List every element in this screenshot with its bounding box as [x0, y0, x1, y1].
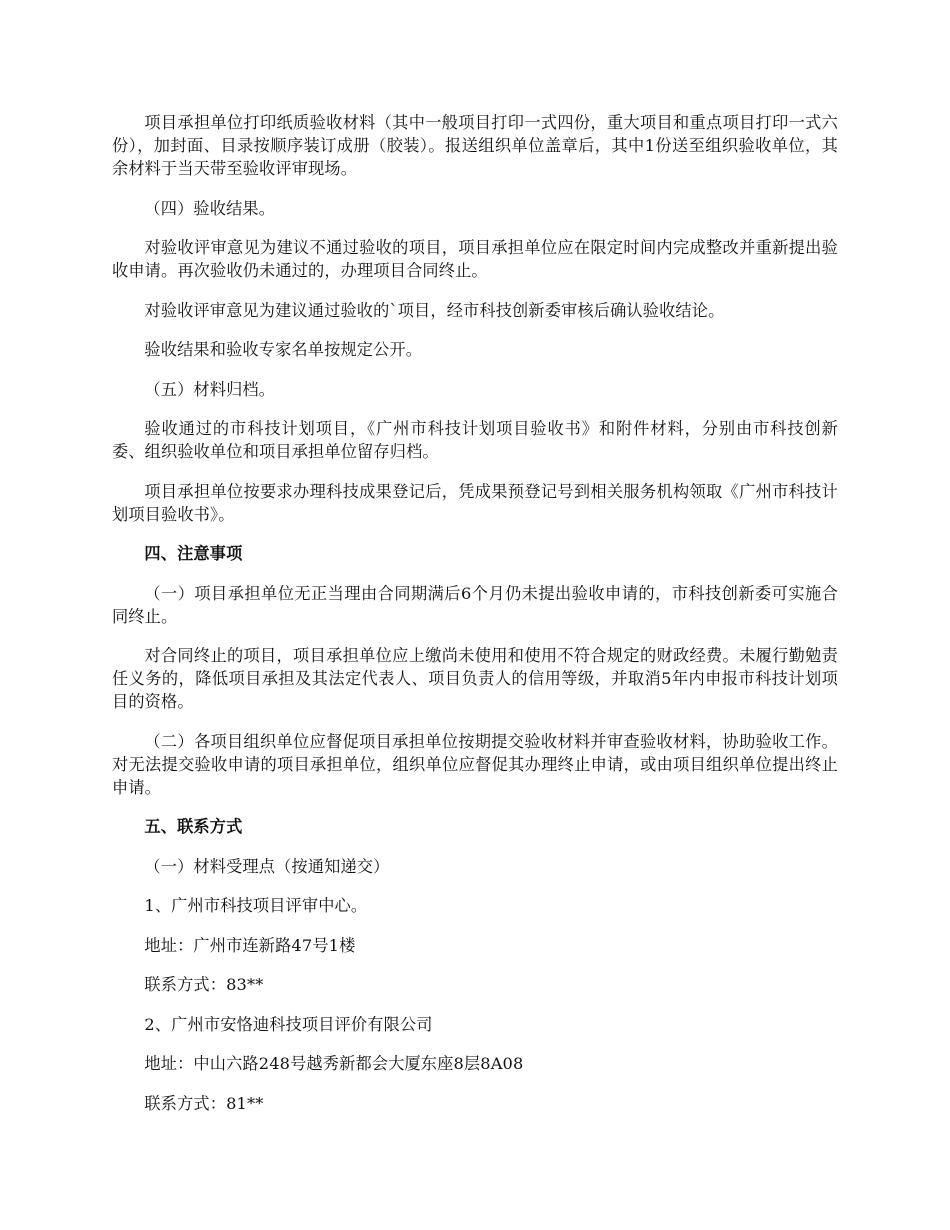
paragraph-contract-termination: 对合同终止的项目，项目承担单位应上缴尚未使用和使用不符合规定的财政经费。未履行勤勉责任义务的，降低项目承担及其法定代表人、项目负责人的信用等级，并取消5年内申报市科技计划项目的资格。: [112, 646, 838, 711]
document-page: [112, 111, 838, 1131]
contact-org-1: 1、广州市科技项目评审中心。: [144, 896, 368, 915]
subheading-receiving-points: （一）材料受理点（按通知递交）: [144, 856, 390, 876]
paragraph-note-2: （二）各项目组织单位应督促项目承担单位按期提交验收材料并审查验收材料，协助验收工作。对无法提交验收申请的项目承担单位，组织单位应督促其办理终止申请，或由项目组织单位提出终止申请。: [112, 731, 838, 797]
paragraph-note-1: （一）项目承担单位无正当理由合同期满后6个月仍未提出验收申请的，市科技创新委可实施合同终止。: [112, 583, 838, 626]
contact-address-1: 地址：广州市连新路47号1楼: [144, 935, 356, 955]
contact-phone-2: 联系方式：81**: [144, 1093, 264, 1113]
paragraph-print-materials: 项目承担单位打印纸质验收材料（其中一般项目打印一式四份，重大项目和重点项目打印一式六份），加封面、目录按顺序装订成册（胶装）。报送组织单位盖章后，其中1份送至组织验收单位，其余材料于当天带至验收评审现场。: [112, 113, 838, 178]
paragraph-passed: 对验收评审意见为建议通过验收的`项目，经市科技创新委审核后确认验收结论。: [144, 300, 725, 320]
paragraph-archive: 验收通过的市科技计划项目，《广州市科技计划项目验收书》和附件材料，分别由市科技创新委、组织验收单位和项目承担单位留存归档。: [112, 419, 838, 461]
paragraph-registration: 项目承担单位按要求办理科技成果登记后，凭成果预登记号到相关服务机构领取《广州市科技计划项目验收书》。: [112, 481, 838, 524]
subheading-acceptance-result: （四）验收结果。: [144, 198, 276, 218]
section-heading-contact: 五、联系方式: [144, 817, 243, 836]
paragraph-not-passed: 对验收评审意见为建议不通过验收的项目，项目承担单位应在限定时间内完成整改并重新提出验收申请。再次验收仍未通过的，办理项目合同终止。: [112, 238, 838, 280]
contact-phone-1: 联系方式：83**: [144, 975, 264, 994]
contact-address-2: 地址：中山六路248号越秀新都会大厦东座8层8A08: [144, 1054, 524, 1073]
section-heading-notes: 四、注意事项: [144, 544, 243, 563]
contact-org-2: 2、广州市安恪迪科技项目评价有限公司: [144, 1014, 433, 1034]
subheading-archive: （五）材料归档。: [144, 379, 276, 399]
paragraph-public: 验收结果和验收专家名单按规定公开。: [144, 340, 423, 359]
